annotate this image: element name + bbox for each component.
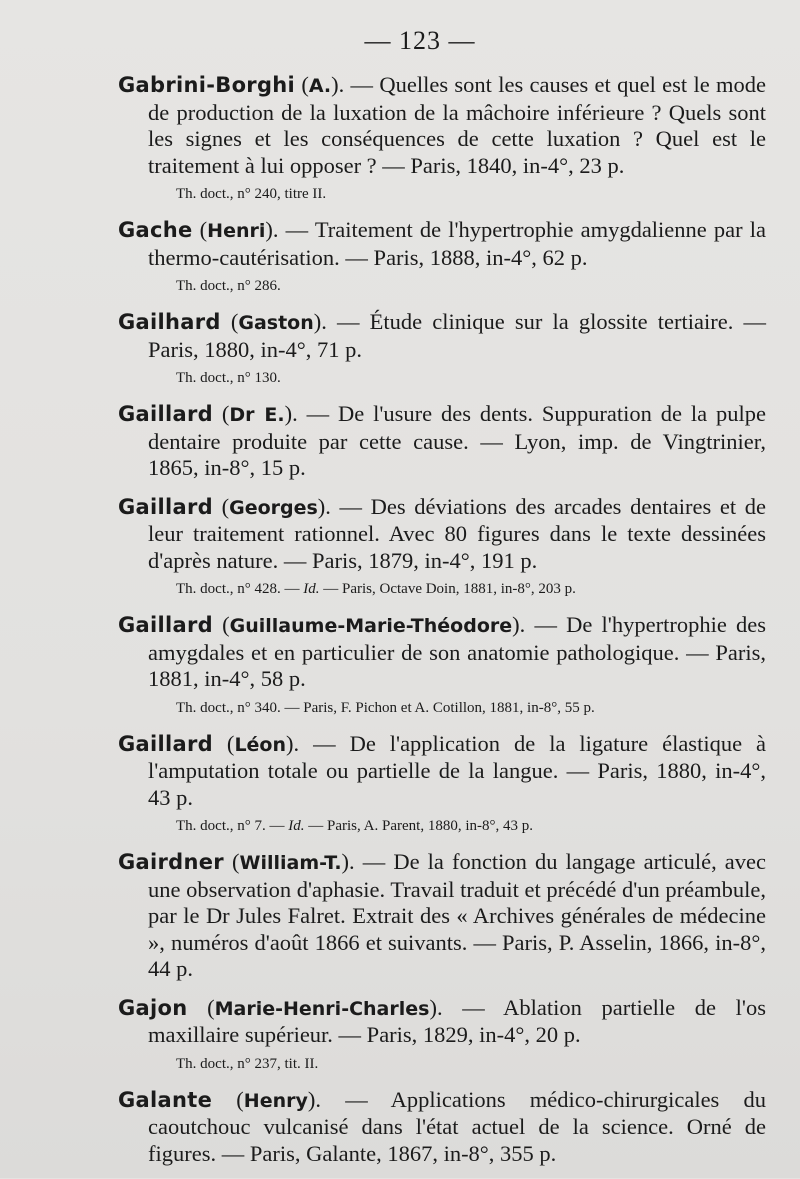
entry-text: Gaillard (Dr E.). — De l'usure des dents. Suppuration de la pulpe dentaire produite par cette cause. — Lyon, imp. de Vingtrinier, 1865, in-8°, 15 p.	[118, 401, 766, 480]
entry-text: Gaillard (Georges). — Des déviations des arcades dentaires et de leur traitement rationnel. Avec 80 figures dans le texte dessinées d'après nature. — Paris, 1879, in-4°, 191 p.	[118, 493, 766, 573]
entry-given-name: Guillaume-Marie-Théodore	[229, 615, 513, 637]
bibliography-entry	[118, 401, 766, 482]
entry-description: . — Applications médico-chirurgicales du caoutchouc vulcanisé dans l'état actuel de la science. Orné de figures. — Paris, Galante, 1867, in-8°, 355 p.	[148, 1086, 766, 1166]
entry-given-name: Georges	[229, 496, 318, 519]
entry-text: Gabrini-Borghi (A.). — Quelles sont les causes et quel est le mode de production de la luxation de la mâchoire inférieure ? Quels sont les signes et les conséquences de cette luxation ? Quel est le traitement à lui opposer ? — Paris, 1840, in-4°, 23 p.	[118, 72, 766, 178]
entry-given-name: A.	[308, 75, 332, 97]
page-number: — 123 —	[364, 26, 476, 55]
entry-surname: Gabrini-Borghi	[118, 73, 296, 97]
entry-note: Th. doct., n° 340. — Paris, F. Pichon et A. Cotillon, 1881, in-8°, 55 p.	[176, 699, 595, 716]
bibliography-entry	[118, 309, 766, 389]
entry-given-name: Henry	[243, 1089, 308, 1112]
note-italic: Id.	[303, 581, 320, 597]
bibliography-entry	[118, 1087, 766, 1168]
entry-note: Th. doct., n° 237, tit. II.	[176, 1055, 319, 1072]
entry-text: Galante (Henry). — Applications médico-chirurgicales du caoutchouc vulcanisé dans l'état actuel de la science. Orné de figures. — Paris, Galante, 1867, in-8°, 355 p.	[118, 1086, 766, 1166]
entry-text: Gairdner (William-T.). — De la fonction du langage articulé, avec une observation d'aphasie. Travail traduit et précédé d'un préambule, par le Dr Jules Falret. Extrait des « Archives générales de médecine », numéros d'août 1866 et suivants. — Paris, P. Asselin, 1866, in-8°, 44 p.	[118, 849, 766, 981]
entry-surname: Gaillard	[118, 731, 213, 756]
note-italic: Id.	[288, 818, 305, 834]
entry-text: Gailhard (Gaston). — Étude clinique sur la glossite tertiaire. — Paris, 1880, in-4°, 71 p.	[118, 309, 766, 362]
entry-given-name: Dr E.	[229, 404, 285, 426]
entry-surname: Gaillard	[118, 402, 213, 426]
bibliography-entry	[118, 849, 766, 983]
entry-given-name: William-T.	[239, 852, 342, 874]
entry-given-name: Marie-Henri-Charles	[214, 997, 430, 1020]
entry-surname: Galante	[118, 1087, 213, 1112]
entry-note	[118, 815, 766, 837]
entry-text: Gajon (Marie-Henri-Charles). — Ablation partielle de l'os maxillaire supérieur. — Paris, 1829, in-4°, 20 p.	[118, 994, 766, 1047]
entry-description: . — Ablation partielle de l'os maxillaire supérieur. — Paris, 1829, in-4°, 20 p.	[148, 994, 766, 1047]
entry-description: . — De l'hypertrophie des amygdales et en particulier de son anatomie pathologique. — Paris, 1881, in-4°, 58 p.	[148, 612, 766, 691]
entry-description: . — Traitement de l'hypertrophie amygdalienne par la thermo-cautérisation. — Paris, 1888, in-4°, 62 p.	[148, 217, 766, 270]
entry-note: Th. doct., n° 240, titre II.	[176, 186, 327, 202]
entry-text: Gaillard (Léon). — De l'application de la ligature élastique à l'amputation totale ou partielle de la langue. — Paris, 1880, in-4°, 43 p.	[118, 730, 767, 810]
bibliography-entry	[118, 72, 766, 205]
bibliography-entry	[118, 995, 766, 1075]
entry-description: . — Étude clinique sur la glossite tertiaire. — Paris, 1880, in-4°, 71 p.	[148, 309, 766, 362]
entry-description: . — Des déviations des arcades dentaires et de leur traitement rationnel. Avec 80 figures dans le texte dessinées d'après nature. — Paris, 1879, in-4°, 191 p.	[148, 493, 766, 573]
bibliography-entry	[118, 731, 766, 838]
entry-text: Gaillard (Guillaume-Marie-Théodore). — De l'hypertrophie des amygdales et en particulier de son anatomie pathologique. — Paris, 1881, in-4°, 58 p.	[118, 612, 766, 691]
entry-description: . — De la fonction du langage articulé, avec une observation d'aphasie. Travail traduit et précédé d'un préambule, par le Dr Jules Falret. Extrait des « Archives générales de médecine », numéros d'août 1866 et suivants. — Paris, P. Asselin, 1866, in-8°, 44 p.	[148, 849, 766, 981]
entry-given-name: Léon	[234, 733, 287, 756]
entry-description: . — De l'application de la ligature élastique à l'amputation totale ou partielle de la langue. — Paris, 1880, in-4°, 43 p.	[148, 730, 767, 810]
entry-note: Th. doct., n° 286.	[176, 278, 281, 294]
note-prefix: Th. doct., n° 428. —	[176, 581, 304, 597]
bibliography-list	[118, 72, 766, 1179]
bibliography-entry	[118, 217, 766, 297]
note-suffix: — Paris, A. Parent, 1880, in-8°, 43 p.	[304, 818, 533, 834]
entry-note: Th. doct., n° 130.	[176, 370, 281, 386]
entry-surname: Gajon	[118, 995, 188, 1020]
entry-surname: Gache	[118, 218, 193, 242]
entry-surname: Gaillard	[118, 494, 213, 519]
entry-note	[118, 578, 766, 600]
entry-surname: Gailhard	[118, 310, 221, 334]
bibliography-entry	[118, 612, 766, 719]
bibliography-entry	[118, 494, 766, 601]
note-prefix: Th. doct., n° 7. —	[176, 818, 289, 834]
entry-surname: Gairdner	[118, 850, 224, 874]
entry-description: . — Quelles sont les causes et quel est le mode de production de la luxation de la mâchoire inférieure ? Quels sont les signes et les conséquences de cette luxation ? Quel est le traitement à lui opposer ? — Paris, 1840, in-4°, 23 p.	[148, 72, 766, 178]
entry-given-name: Gaston	[238, 312, 314, 334]
entry-text: Gache (Henri). — Traitement de l'hypertrophie amygdalienne par la thermo-cautérisation. — Paris, 1888, in-4°, 62 p.	[118, 217, 766, 270]
note-suffix: — Paris, Octave Doin, 1881, in-8°, 203 p.	[319, 581, 576, 597]
entry-description: . — De l'usure des dents. Suppuration de la pulpe dentaire produite par cette cause. — Lyon, imp. de Vingtrinier, 1865, in-8°, 15 p.	[148, 401, 766, 480]
entry-surname: Gaillard	[118, 613, 213, 637]
entry-given-name: Henri	[207, 220, 266, 242]
